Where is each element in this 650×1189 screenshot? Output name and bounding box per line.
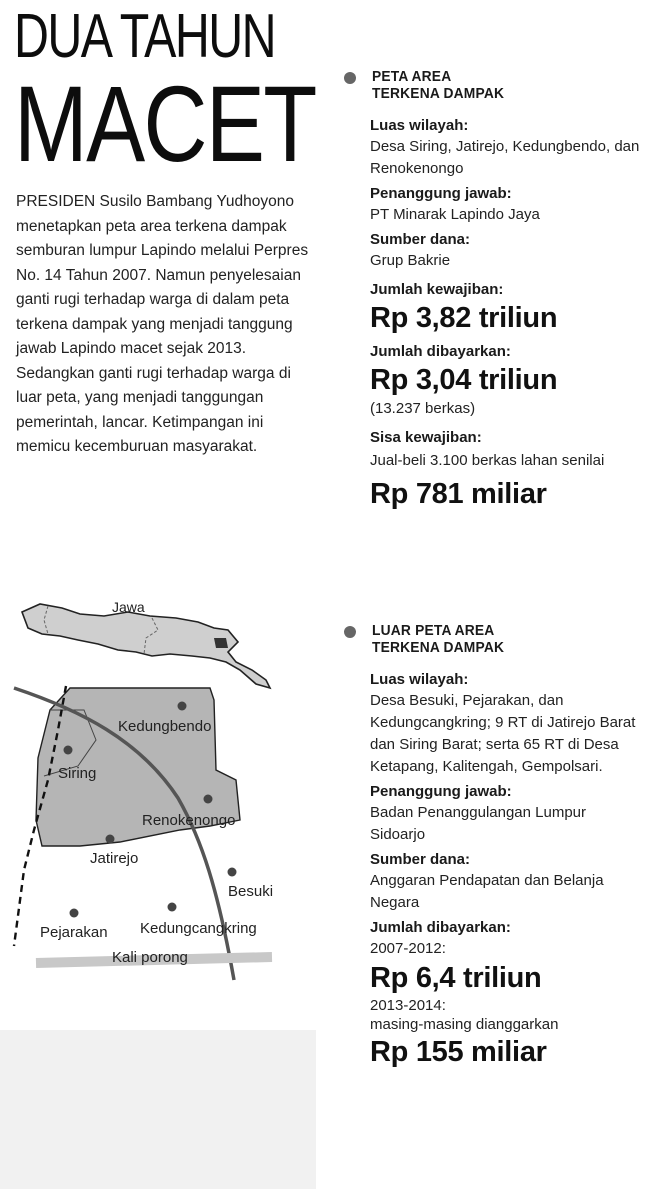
inside-map-heading: [340, 68, 640, 102]
paid-label: Jumlah dibayarkan:: [370, 343, 511, 360]
village-marker: [178, 702, 187, 711]
location-map: [0, 590, 330, 990]
headline-line-2: MACET: [14, 63, 316, 184]
outside-map-heading-line-2: TERKENA DAMPAK: [372, 639, 505, 656]
amount-2007-2012: Rp 6,4 triliun: [370, 962, 542, 994]
area-value: Desa Siring, Jatirejo, Kedungbendo, dan Renokenongo: [370, 138, 640, 177]
funding-value: Grup Bakrie: [370, 252, 451, 269]
period-2013-2014: 2013-2014:: [370, 997, 446, 1014]
outside-map-panel: [340, 622, 640, 1070]
village-label-kedungbendo: Kedungbendo: [118, 718, 212, 735]
responsible-value: Badan Penanggulangan Lumpur Sidoarjo: [370, 804, 587, 843]
paid-label: Jumlah dibayarkan:: [370, 919, 511, 936]
area-label: Luas wilayah:: [370, 117, 469, 134]
village-label-siring: Siring: [58, 765, 97, 782]
remaining-label: Sisa kewajiban:: [370, 429, 482, 446]
village-label-kedungcangkring: Kedungcangkring: [140, 920, 257, 937]
period-2007-2012: 2007-2012:: [370, 940, 446, 957]
paid-value: Rp 3,04 triliun: [370, 364, 558, 396]
outside-map-heading: [340, 622, 640, 656]
sidoarjo-marker: [214, 638, 228, 648]
funding-label: Sumber dana:: [370, 851, 471, 868]
village-marker: [70, 909, 79, 918]
village-marker: [204, 795, 213, 804]
java-island-shape: [22, 604, 270, 688]
responsible-label: Penanggung jawab:: [370, 783, 512, 800]
obligation-label: Jumlah kewajiban:: [370, 281, 504, 298]
village-marker: [168, 903, 177, 912]
responsible-label: Penanggung jawab:: [370, 185, 512, 202]
village-label-jatirejo: Jatirejo: [90, 850, 139, 867]
remaining-value: Rp 781 miliar: [370, 478, 547, 510]
faded-background-block: [0, 1030, 316, 1189]
village-label-besuki: Besuki: [228, 883, 274, 900]
village-label-pejarakan: Pejarakan: [40, 924, 108, 941]
village-marker: [64, 746, 73, 755]
outside-map-heading-line-1: LUAR PETA AREA: [372, 622, 495, 639]
obligation-value: Rp 3,82 triliun: [370, 302, 558, 334]
headline: [14, 2, 316, 184]
bullet-dot-icon: [344, 72, 356, 84]
area-label: Luas wilayah:: [370, 671, 469, 688]
inside-map-heading-line-2: TERKENA DAMPAK: [372, 85, 505, 102]
village-marker: [106, 835, 115, 844]
headline-line-1: DUA TAHUN: [14, 2, 275, 71]
village-marker: [228, 868, 237, 877]
lede-paragraph: PRESIDEN Susilo Bambang Yudhoyono menetapkan peta area terkena dampak semburan lumpur Lapindo melalui Perpres No. 14 Tahun 2007. Namun penyelesaian ganti rugi terhadap warga di dalam peta terkena dampak yang menjadi tanggung jawab Lapindo macet sejak 2013. Sedangkan ganti rugi terhadap warga di luar peta, yang menjadi tanggungan pemerintah, lancar. Ketimpangan ini memicu kecemburuan masyarakat.: [16, 193, 309, 455]
bullet-dot-icon: [344, 626, 356, 638]
area-value: Desa Besuki, Pejarakan, dan Kedungcangkring; 9 RT di Jatirejo Barat dan Siring Barat; serta 65 RT di Desa Ketapang, Kalitengah, Gempolsari.: [370, 692, 636, 775]
inside-map-panel: [340, 68, 640, 512]
amount-2013-2014: Rp 155 miliar: [370, 1036, 547, 1068]
period-2013-2014-note: masing-masing dianggarkan: [370, 1016, 559, 1033]
java-label: Jawa: [112, 599, 145, 615]
remaining-note: Jual-beli 3.100 berkas lahan senilai: [370, 452, 605, 469]
paid-note: (13.237 berkas): [370, 400, 476, 417]
funding-label: Sumber dana:: [370, 231, 471, 248]
river-label: Kali porong: [112, 949, 188, 966]
village-label-renokenongo: Renokenongo: [142, 812, 236, 829]
responsible-value: PT Minarak Lapindo Jaya: [370, 206, 540, 223]
funding-value: Anggaran Pendapatan dan Belanja Negara: [370, 872, 604, 911]
inside-map-heading-line-1: PETA AREA: [372, 68, 452, 85]
